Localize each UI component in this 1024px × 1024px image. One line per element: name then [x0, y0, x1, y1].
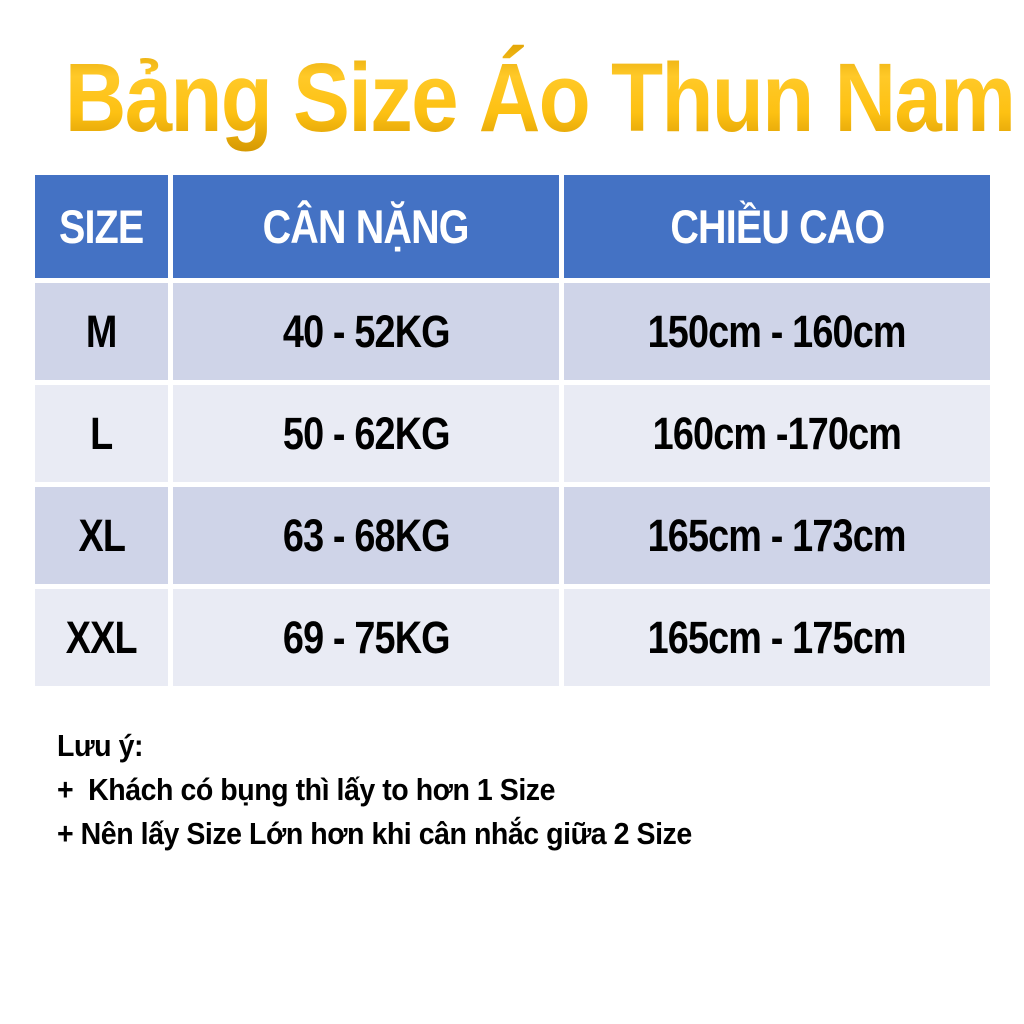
table-row-xl-weight-cell	[173, 487, 559, 584]
table-row-xl-height-cell	[564, 487, 990, 584]
table-row-xxl-weight-cell	[173, 589, 559, 686]
notes-heading: Lưu ý:	[57, 728, 144, 763]
size-value: L	[90, 407, 113, 459]
size-value: M	[86, 305, 117, 357]
table-row-m-size-cell	[35, 283, 168, 380]
column-header-height	[564, 175, 990, 278]
table-row-l-size-cell	[35, 385, 168, 482]
table-row-xl-size-cell	[35, 487, 168, 584]
table-row-xxl-height-cell	[564, 589, 990, 686]
column-header-size	[35, 175, 168, 278]
table-row-m-weight-cell	[173, 283, 559, 380]
table-row-xxl-size-cell	[35, 589, 168, 686]
column-header-weight-label: CÂN NẶNG	[262, 200, 470, 253]
page-title	[0, 38, 1024, 158]
note-item-belly: + Khách có bụng thì lấy to hơn 1 Size	[57, 772, 556, 807]
note-item-between-sizes: + Nên lấy Size Lớn hơn khi cân nhắc giữa 2 Size	[57, 816, 692, 851]
column-header-size-label: SIZE	[59, 200, 144, 253]
weight-value: 69 - 75KG	[282, 611, 450, 663]
table-row-m-height-cell	[564, 283, 990, 380]
size-chart-table	[35, 175, 990, 686]
height-value: 165cm - 175cm	[647, 611, 907, 663]
table-row-l-weight-cell	[173, 385, 559, 482]
size-value: XXL	[65, 611, 138, 663]
height-value: 165cm - 173cm	[647, 509, 907, 561]
size-value: XL	[78, 509, 125, 561]
column-header-height-label: CHIỀU CAO	[670, 200, 884, 253]
notes-section	[57, 724, 747, 856]
weight-value: 63 - 68KG	[282, 509, 450, 561]
weight-value: 50 - 62KG	[282, 407, 450, 459]
page-title-text: Bảng Size Áo Thun Nam	[65, 38, 1014, 158]
weight-value: 40 - 52KG	[282, 305, 450, 357]
height-value: 150cm - 160cm	[647, 305, 907, 357]
column-header-weight	[173, 175, 559, 278]
height-value: 160cm -170cm	[652, 407, 902, 459]
table-row-l-height-cell	[564, 385, 990, 482]
